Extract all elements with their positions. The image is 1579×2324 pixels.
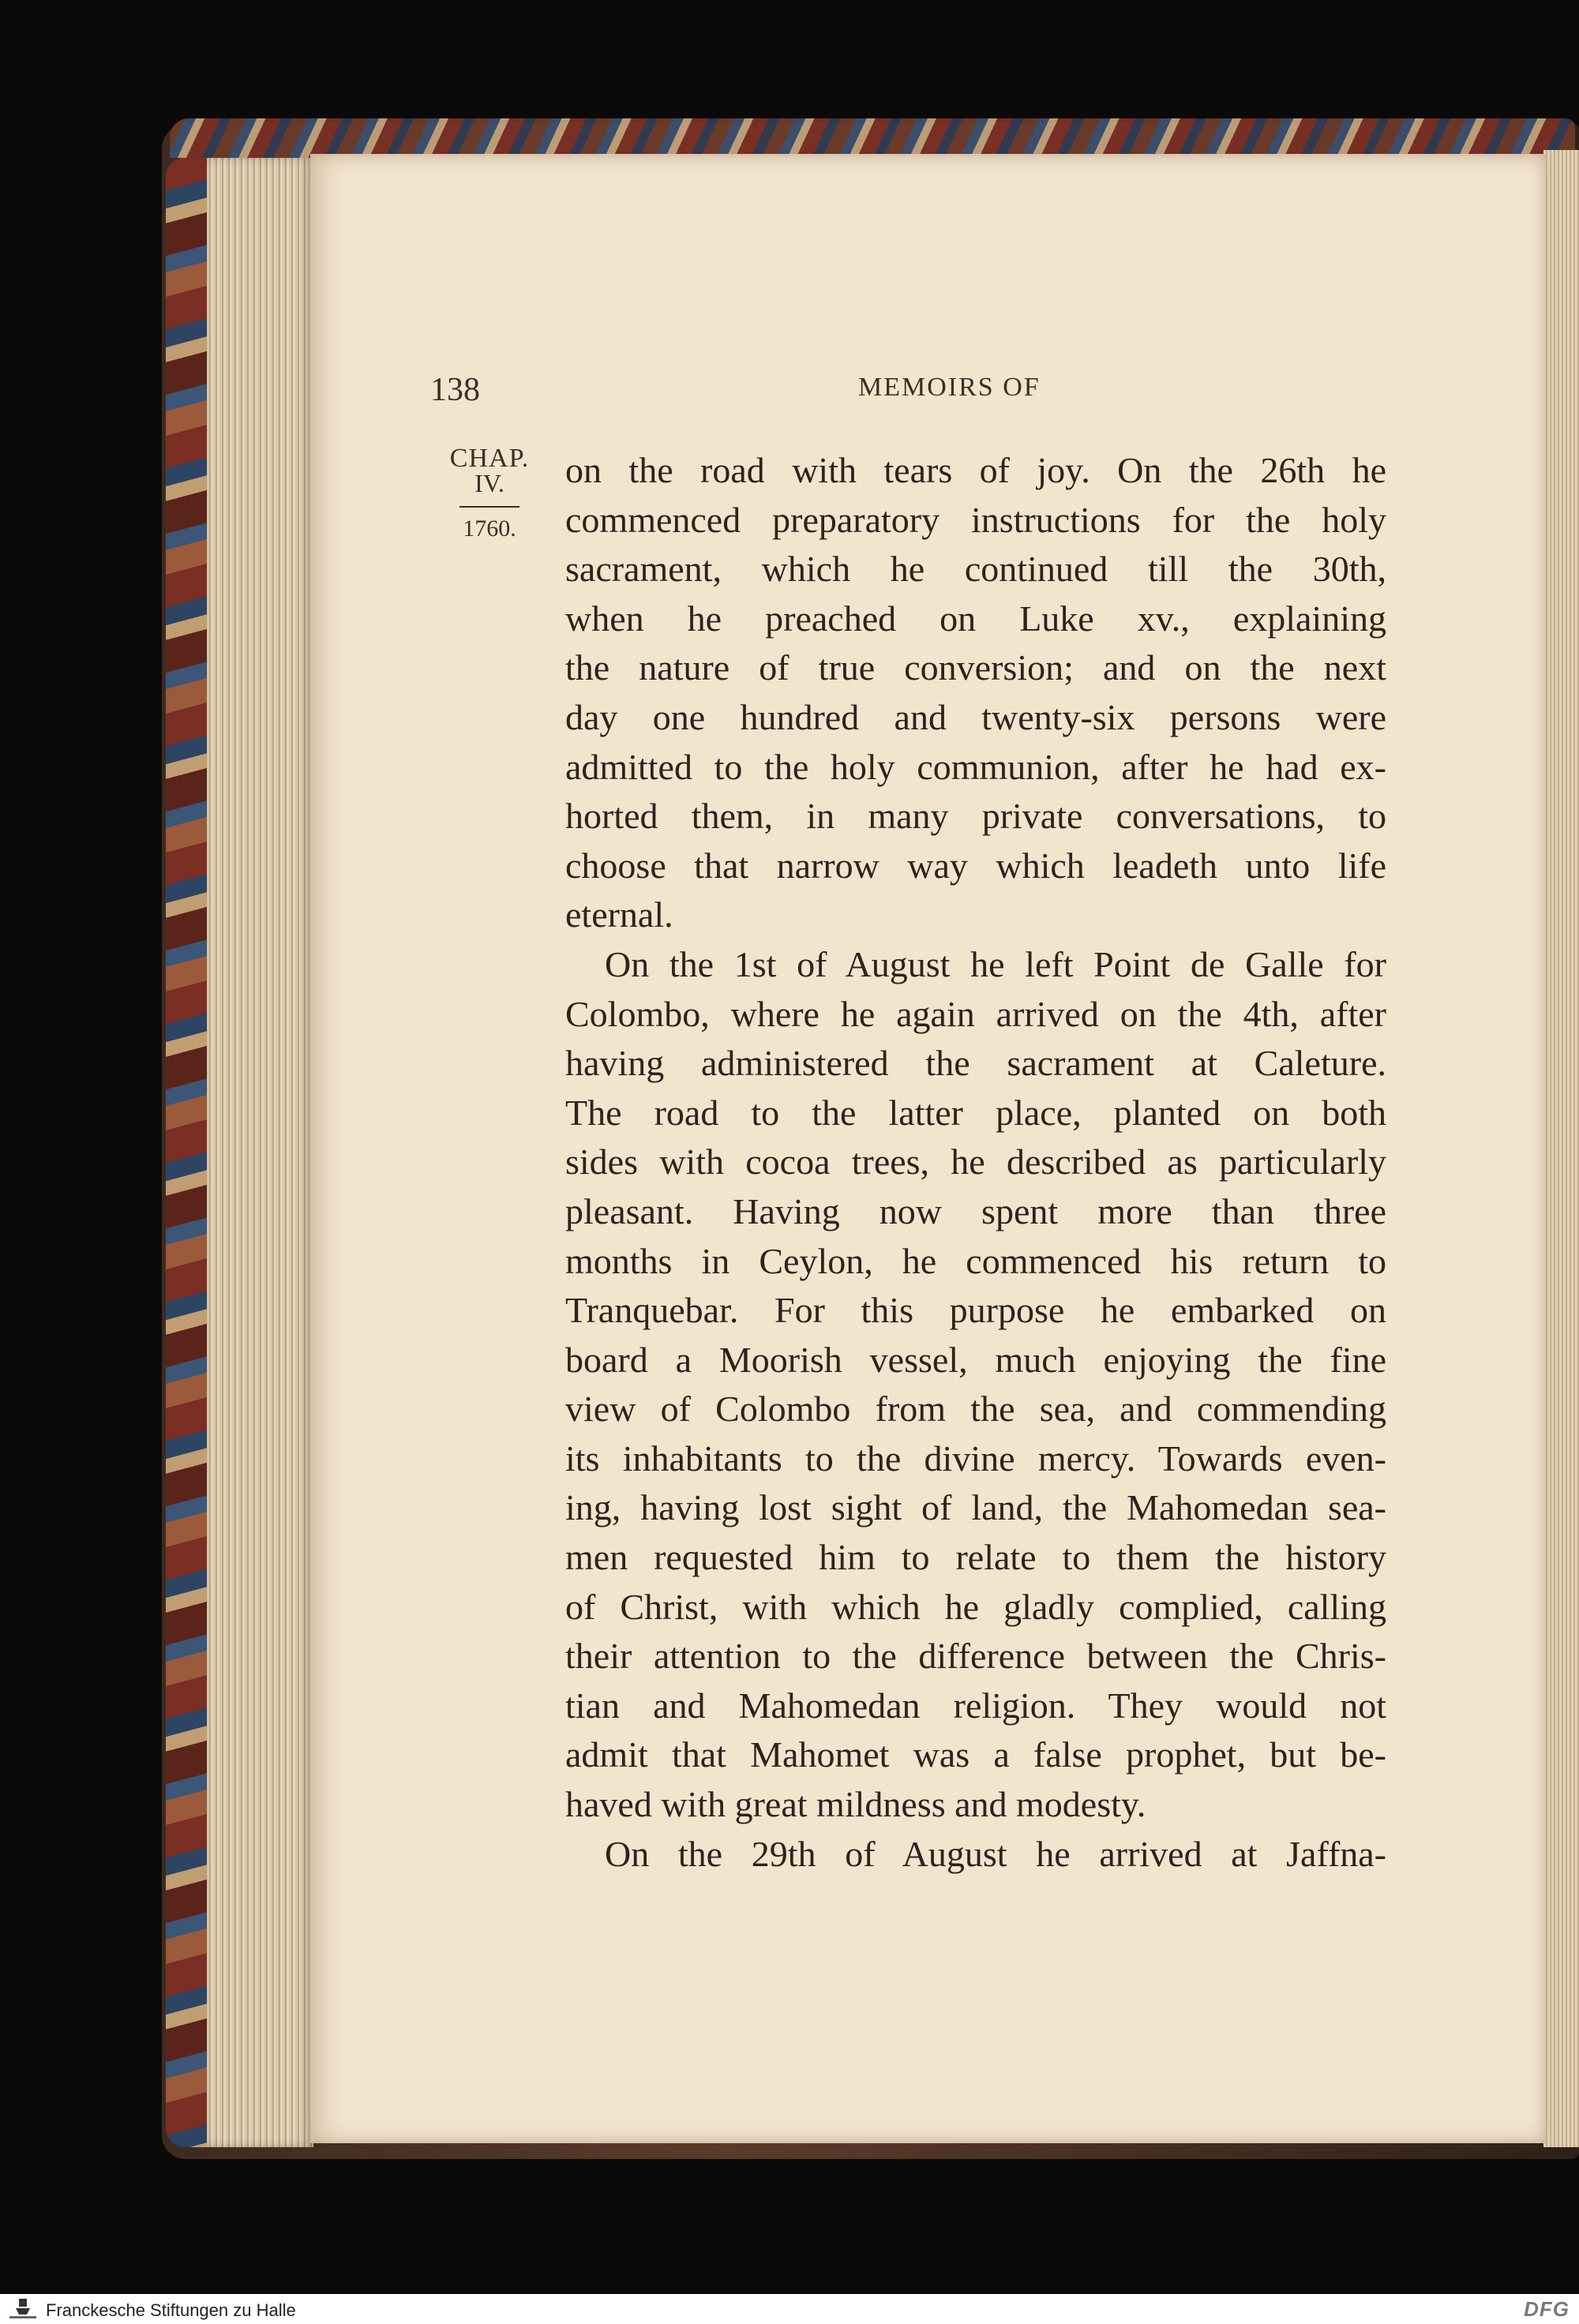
text-line: months in Ceylon, he commenced his return to: [565, 1240, 1386, 1281]
marbled-top-edge: [170, 118, 1575, 158]
page-block-right: [1543, 150, 1579, 2147]
text-line: its inhabitants to the divine mercy. Towards even-: [565, 1438, 1386, 1479]
text-line: sacrament, which he continued till the 30th,: [565, 549, 1386, 590]
text-line: commenced preparatory instructions for the holy: [565, 499, 1386, 540]
text-line: admitted to the holy communion, after he had ex-: [565, 746, 1386, 787]
institution-label: Franckesche Stiftungen zu Halle: [46, 2300, 296, 2320]
text-line: haved with great mildness and modesty.: [565, 1784, 1146, 1825]
margin-year: 1760.: [463, 515, 516, 542]
margin-rule: [459, 506, 519, 508]
text-line: On the 29th of August he arrived at Jaffna-: [605, 1833, 1386, 1874]
text-line: pleasant. Having now spent more than three: [565, 1190, 1386, 1231]
text-line: of Christ, with which he gladly complied, calling: [565, 1586, 1386, 1627]
text-line: The road to the latter place, planted on both: [565, 1092, 1386, 1133]
text-line: horted them, in many private conversations, to: [565, 796, 1386, 837]
text-line: Tranquebar. For this purpose he embarked on: [565, 1290, 1386, 1331]
text-line: Colombo, where he again arrived on the 4th, after: [565, 993, 1386, 1034]
running-title: MEMOIRS OF: [858, 373, 1041, 402]
chapter-label: CHAP.: [449, 444, 530, 473]
text-line: having administered the sacrament at Caleture.: [565, 1043, 1386, 1084]
text-line: their attention to the difference between the Chris-: [565, 1636, 1386, 1677]
chapter-number: IV.: [474, 469, 504, 497]
text-line: choose that narrow way which leadeth unto life: [565, 845, 1386, 886]
body-text: [565, 446, 1386, 1879]
text-line: ing, having lost sight of land, the Mahomedan sea-: [565, 1487, 1386, 1528]
text-line: day one hundred and twenty-six persons were: [565, 696, 1386, 737]
margin-note: [442, 446, 537, 542]
text-line: on the road with tears of joy. On the 26th he: [565, 450, 1386, 490]
page-block-left: [207, 158, 313, 2147]
text-line: eternal.: [565, 894, 673, 935]
text-line: the nature of true conversion; and on the next: [565, 647, 1386, 688]
text-line: admit that Mahomet was a false prophet, but be-: [565, 1734, 1386, 1775]
paragraph-3: [565, 1830, 1386, 1880]
marbled-spine-edge: [166, 158, 210, 2147]
text-line: when he preached on Luke xv., explaining: [565, 598, 1386, 639]
paragraph-1: [565, 446, 1386, 940]
page-number: 138: [430, 372, 480, 408]
text-line: sides with cocoa trees, he described as particularly: [565, 1141, 1386, 1183]
text-line: On the 1st of August he left Point de Galle for: [605, 943, 1386, 984]
paragraph-2: [565, 940, 1386, 1830]
footer-bar: [0, 2294, 1579, 2324]
text-line: men requested him to relate to them the history: [565, 1537, 1386, 1578]
text-line: board a Moorish vessel, much enjoying the fine: [565, 1339, 1386, 1380]
funder-logo: DFG: [1524, 2297, 1570, 2321]
text-line: tian and Mahomedan religion. They would not: [565, 1685, 1386, 1726]
text-line: view of Colombo from the sea, and commending: [565, 1389, 1386, 1430]
institution-logo-icon: [6, 2297, 39, 2321]
